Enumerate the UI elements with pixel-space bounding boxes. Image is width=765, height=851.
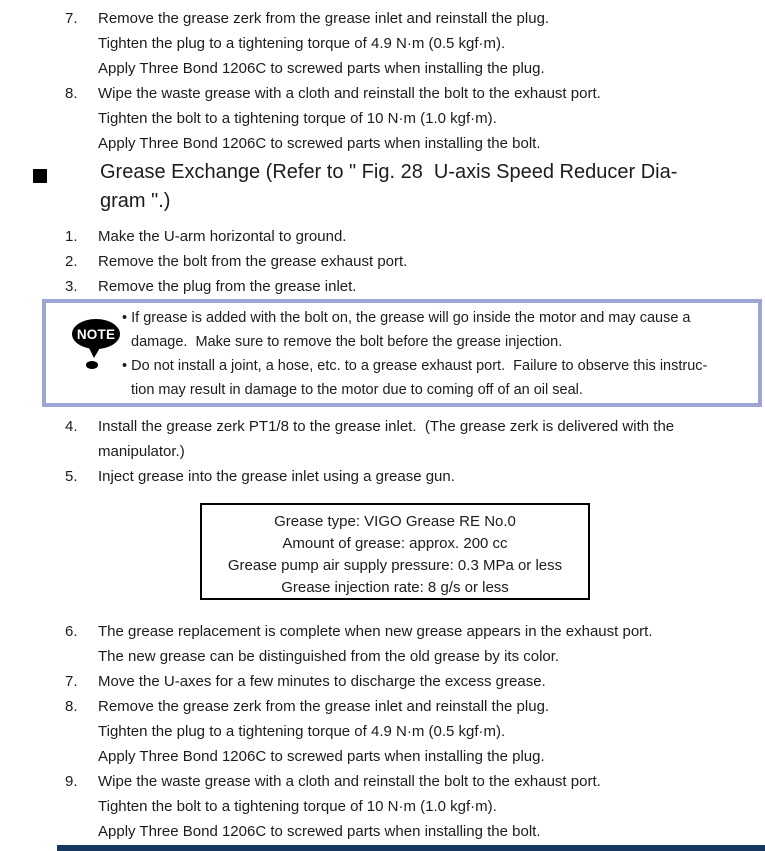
step-text (98, 81, 755, 156)
note-line: damage. Make sure to remove the bolt before the grease injection. (131, 334, 563, 350)
step-line: Remove the grease zerk from the grease inlet and reinstall the plug. (98, 10, 550, 27)
step-number: 8. (65, 85, 78, 102)
note-bubble-tail-icon (88, 346, 101, 358)
step-line: Wipe the waste grease with a cloth and reinstall the bolt to the exhaust port. (98, 85, 601, 102)
step-number: 6. (65, 623, 78, 640)
note-bubble-icon (72, 319, 120, 349)
step-line: Install the grease zerk PT1/8 to the grease inlet. (The grease zerk is delivered with the (98, 418, 675, 435)
section-heading (100, 158, 677, 216)
step-number: 7. (65, 10, 78, 27)
step-line: Tighten the bolt to a tightening torque of 10 N·m (1.0 kgf·m). (98, 798, 497, 815)
step-text (98, 669, 755, 694)
step-number: 3. (65, 278, 78, 295)
note-line: • Do not install a joint, a hose, etc. to a grease exhaust port. Failure to observe this instruc- (122, 358, 708, 374)
step-text (98, 224, 755, 249)
step-item (65, 81, 755, 156)
grease-spec-box (200, 503, 590, 600)
step-line: manipulator.) (98, 443, 185, 460)
step-item (65, 224, 755, 249)
step-number: 4. (65, 418, 78, 435)
step-item (65, 274, 755, 299)
step-line: Apply Three Bond 1206C to screwed parts when installing the bolt. (98, 823, 541, 840)
section-heading-line: gram ".) (100, 190, 171, 212)
mid-steps-list (65, 414, 755, 489)
note-icon (72, 317, 122, 387)
top-steps-list (65, 6, 755, 156)
step-item (65, 669, 755, 694)
step-text (98, 769, 755, 844)
step-item (65, 694, 755, 769)
spec-line: Amount of grease: approx. 200 cc (282, 535, 508, 552)
note-box (42, 299, 762, 407)
step-item (65, 414, 755, 464)
step-item (65, 249, 755, 274)
section-square-bullet-icon (33, 169, 47, 183)
note-line: • If grease is added with the bolt on, the grease will go inside the motor and may cause a (122, 310, 691, 326)
note-line: tion may result in damage to the motor due to coming off of an oil seal. (131, 382, 583, 398)
step-text (98, 414, 755, 464)
step-number: 7. (65, 673, 78, 690)
step-line: Apply Three Bond 1206C to screwed parts when installing the plug. (98, 60, 545, 77)
step-number: 2. (65, 253, 78, 270)
note-text (122, 306, 752, 402)
step-line: Inject grease into the grease inlet using a grease gun. (98, 468, 455, 485)
step-number: 8. (65, 698, 78, 715)
spec-line: Grease type: VIGO Grease RE No.0 (274, 513, 516, 530)
pre-note-steps-list (65, 224, 755, 299)
step-text (98, 694, 755, 769)
step-text (98, 619, 755, 669)
step-line: Tighten the plug to a tightening torque of 4.9 N·m (0.5 kgf·m). (98, 723, 506, 740)
step-line: Make the U-arm horizontal to ground. (98, 228, 347, 245)
note-label: NOTE (76, 326, 116, 342)
step-number: 5. (65, 468, 78, 485)
step-line: Apply Three Bond 1206C to screwed parts when installing the bolt. (98, 135, 541, 152)
note-bubble-dot-icon (86, 361, 98, 369)
step-line: Wipe the waste grease with a cloth and reinstall the bolt to the exhaust port. (98, 773, 601, 790)
step-text (98, 464, 755, 489)
step-line: Apply Three Bond 1206C to screwed parts when installing the plug. (98, 748, 545, 765)
step-line: Tighten the plug to a tightening torque of 4.9 N·m (0.5 kgf·m). (98, 35, 506, 52)
section-heading-line: Grease Exchange (Refer to " Fig. 28 U-axis Speed Reducer Dia- (100, 161, 678, 183)
step-number: 1. (65, 228, 78, 245)
step-item (65, 619, 755, 669)
step-line: The new grease can be distinguished from the old grease by its color. (98, 648, 560, 665)
step-item (65, 464, 755, 489)
step-item (65, 6, 755, 81)
step-text (98, 249, 755, 274)
step-line: Tighten the bolt to a tightening torque of 10 N·m (1.0 kgf·m). (98, 110, 497, 127)
step-line: Remove the plug from the grease inlet. (98, 278, 357, 295)
step-line: Remove the bolt from the grease exhaust port. (98, 253, 408, 270)
spec-line: Grease injection rate: 8 g/s or less (281, 579, 509, 596)
step-number: 9. (65, 773, 78, 790)
footer-bar (57, 845, 765, 851)
step-line: The grease replacement is complete when new grease appears in the exhaust port. (98, 623, 653, 640)
step-text (98, 6, 755, 81)
step-item (65, 769, 755, 844)
bottom-steps-list (65, 619, 755, 844)
spec-line: Grease pump air supply pressure: 0.3 MPa or less (227, 557, 563, 574)
step-line: Move the U-axes for a few minutes to discharge the excess grease. (98, 673, 546, 690)
step-line: Remove the grease zerk from the grease inlet and reinstall the plug. (98, 698, 550, 715)
step-text (98, 274, 755, 299)
